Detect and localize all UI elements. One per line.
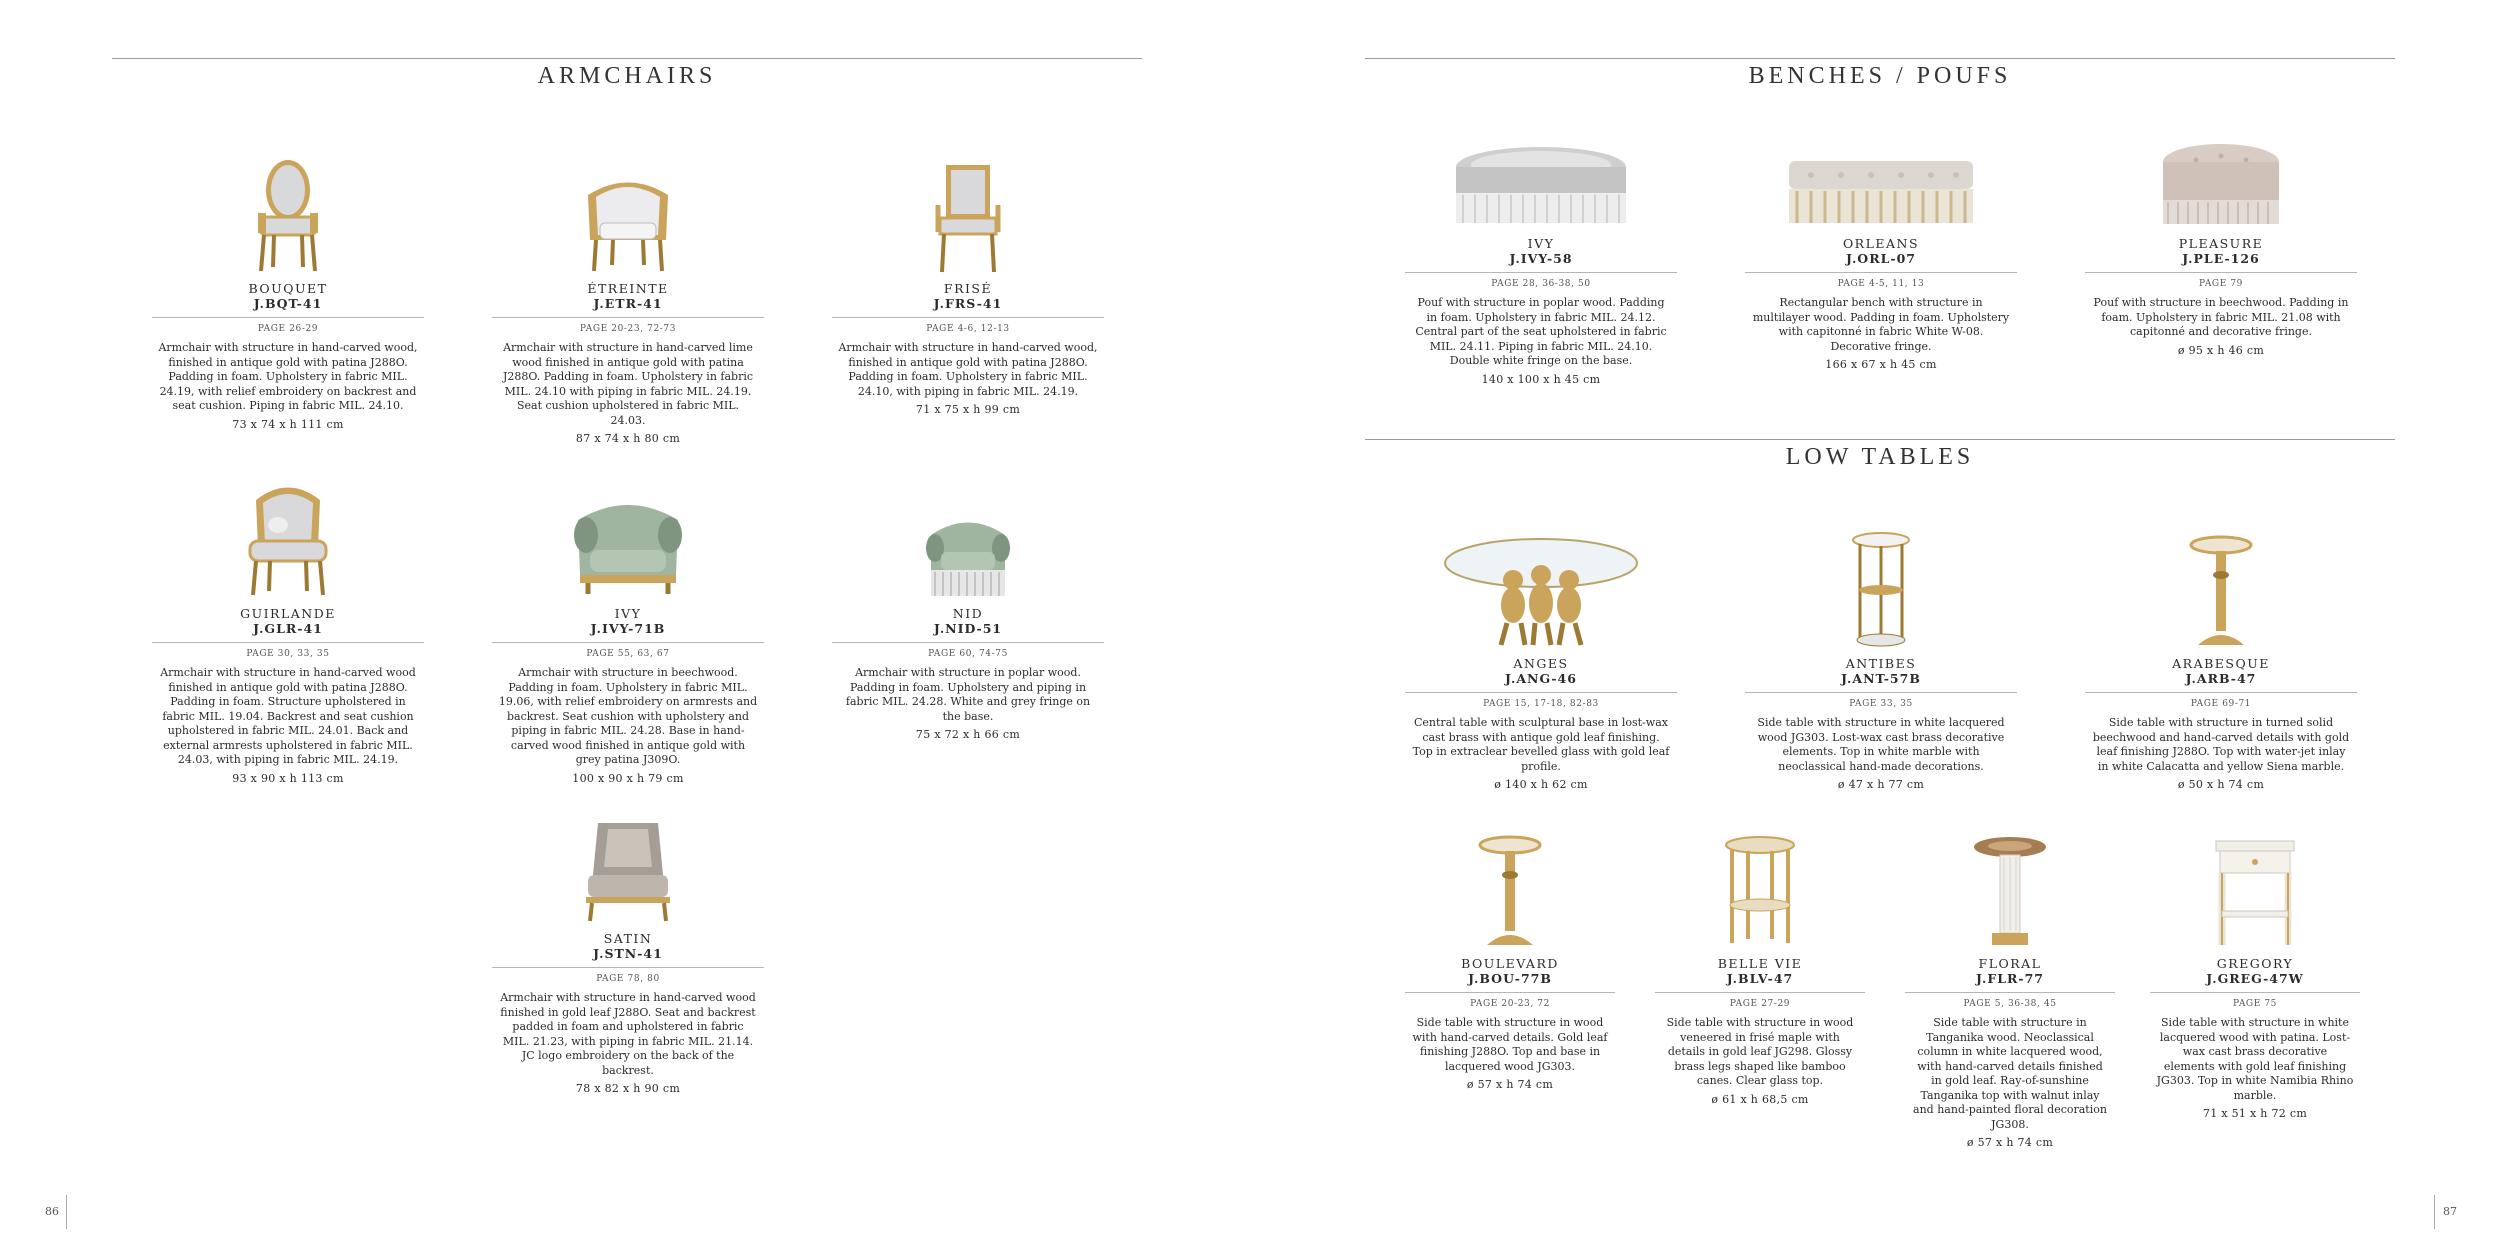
product-dimensions: ø 57 x h 74 cm: [1966, 1136, 2054, 1149]
product-dimensions: 140 x 100 x h 45 cm: [1481, 372, 1601, 386]
product-name: ORLEANS: [1842, 236, 1920, 251]
product-description: Side table with structure in wood with hand-carved details. Gold leaf finishing J288O. Top and base in lacquered wood JG303.: [1412, 1016, 1608, 1073]
product-card-j-ant-57b: [1745, 530, 2017, 791]
product-description: Pouf with structure in beechwood. Padding in foam. Upholstery in fabric MIL. 21.08 with capitonné and decorative fringe.: [2093, 296, 2349, 338]
benches-poufs-title: BENCHES / POUFS: [1748, 63, 2012, 89]
fringed-armchair-icon: [832, 470, 1104, 600]
product-dimensions: 75 x 72 x h 66 cm: [915, 728, 1021, 741]
product-dimensions: ø 47 x h 77 cm: [1837, 778, 1925, 791]
column-table-icon: [1905, 835, 2115, 950]
product-pages: PAGE 78, 80: [596, 974, 660, 984]
product-code: J.ARB-47: [2185, 671, 2257, 686]
low-tables-rule: [1365, 439, 2395, 440]
product-name: FRISÉ: [943, 281, 993, 296]
product-name: GUIRLANDE: [240, 606, 336, 621]
product-dimensions: 71 x 75 x h 99 cm: [915, 403, 1021, 416]
product-pages: PAGE 15, 17-18, 82-83: [1483, 699, 1599, 709]
product-pages: PAGE 5, 36-38, 45: [1963, 999, 2057, 1009]
carved-armchair-icon: [152, 470, 424, 600]
product-code: J.STN-41: [593, 946, 663, 961]
satin-armchair-icon: [492, 795, 764, 925]
product-dimensions: ø 95 x h 46 cm: [2177, 343, 2265, 357]
product-pages: PAGE 28, 36-38, 50: [1491, 279, 1591, 289]
product-divider: [2150, 992, 2360, 993]
product-code: J.FLR-77: [1976, 971, 2044, 986]
product-name: ANGES: [1513, 656, 1569, 671]
product-divider: [1745, 272, 2017, 273]
left-top-rule: [112, 58, 1142, 59]
product-description: Side table with structure in Tanganika wood. Neoclassical column in white lacquered wood, with hand-carved details finished in gold leaf. Ray-of-sunshine Tanganika top with walnut inlay and hand-painted floral decoration JG308.: [1913, 1016, 2107, 1131]
product-description: Central table with sculptural base in lost-wax cast brass with antique gold leaf finishing. Top in extraclear bevelled glass with gold leaf profile.: [1412, 716, 1670, 773]
product-divider: [492, 642, 764, 643]
drawer-table-icon: [2150, 835, 2360, 950]
product-code: J.ORL-07: [1846, 251, 1916, 266]
bamboo-table-icon: [1655, 835, 1865, 950]
square-back-armchair-icon: [832, 145, 1104, 275]
page-number-right-rule: [2434, 1195, 2435, 1229]
product-pages: PAGE 69-71: [2190, 699, 2252, 709]
page-number-right: 87: [2443, 1205, 2457, 1218]
product-dimensions: ø 50 x h 74 cm: [2177, 778, 2265, 791]
product-card-j-ple-126: [2085, 135, 2357, 357]
product-dimensions: ø 57 x h 74 cm: [1466, 1078, 1554, 1091]
product-name: IVY: [1527, 236, 1555, 251]
pedestal-table-icon: [1405, 835, 1615, 950]
pedestal-table-icon: [2085, 530, 2357, 650]
product-card-j-ang-46: [1405, 530, 1677, 791]
product-card-j-ivy-58: [1405, 135, 1677, 386]
product-description: Armchair with structure in beechwood. Padding in foam. Upholstery in fabric MIL. 19.06, with relief embroidery on armrests and backrest. Seat cushion with upholstery and piping in fabric MIL. 24.28. Base in hand-carved wood finished in antique gold with grey patina J309O.: [498, 666, 758, 766]
product-card-j-ivy-71b: [492, 470, 764, 785]
oval-back-armchair-icon: [152, 145, 424, 275]
product-description: Side table with structure in white lacquered wood JG303. Lost-wax cast brass decorative elements. Top in white marble with neoclassical hand-made decorations.: [1757, 716, 2005, 773]
product-pages: PAGE 33, 35: [1849, 699, 1913, 709]
product-code: J.GREG-47W: [2206, 971, 2304, 986]
product-code: J.FRS-41: [933, 296, 1003, 311]
product-divider: [2085, 692, 2357, 693]
product-code: J.BLV-47: [1726, 971, 1794, 986]
product-divider: [1405, 992, 1615, 993]
tub-armchair-icon: [492, 145, 764, 275]
product-name: ANTIBES: [1845, 656, 1917, 671]
product-description: Armchair with structure in hand-carved wood, finished in antique gold with patina J288O. Padding in foam. Upholstery in fabric MIL. 24.19, with relief embroidery on backrest and seat cushion. Piping in fabric MIL. 24.10.: [158, 341, 418, 412]
product-divider: [1655, 992, 1865, 993]
product-code: J.ETR-41: [593, 296, 663, 311]
product-card-j-orl-07: [1745, 135, 2017, 371]
bench-icon: [1745, 135, 2017, 230]
product-card-j-glr-41: [152, 470, 424, 785]
product-divider: [152, 642, 424, 643]
product-divider: [1405, 272, 1677, 273]
product-description: Armchair with structure in poplar wood. Padding in foam. Upholstery and piping in fabric MIL. 24.28. White and grey fringe on the base.: [845, 666, 1091, 723]
page-number-left: 86: [45, 1205, 59, 1218]
product-name: BELLE VIE: [1717, 956, 1803, 971]
product-description: Side table with structure in white lacquered wood with patina. Lost-wax cast brass decorative elements with gold leaf finishing JG303. Top in white Namibia Rhino marble.: [2156, 1016, 2354, 1102]
product-card-j-bou-77b: [1405, 835, 1615, 1091]
product-pages: PAGE 20-23, 72: [1470, 999, 1550, 1009]
product-pages: PAGE 60, 74-75: [928, 649, 1008, 659]
product-card-j-greg-47w: [2150, 835, 2360, 1120]
product-pages: PAGE 79: [2198, 279, 2243, 289]
product-divider: [152, 317, 424, 318]
product-code: J.NID-51: [933, 621, 1003, 636]
product-divider: [1405, 692, 1677, 693]
product-description: Rectangular bench with structure in multilayer wood. Padding in foam. Upholstery with capitonné in fabric White W-08. Decorative fringe.: [1752, 296, 2010, 353]
product-card-j-frs-41: [832, 145, 1104, 416]
product-dimensions: 100 x 90 x h 79 cm: [572, 771, 684, 785]
product-name: PLEASURE: [2178, 236, 2264, 251]
product-code: J.IVY-71B: [590, 621, 666, 636]
green-armchair-icon: [492, 470, 764, 600]
product-name: GREGORY: [2216, 956, 2294, 971]
product-pages: PAGE 27-29: [1729, 999, 1791, 1009]
product-description: Pouf with structure in poplar wood. Padding in foam. Upholstery in fabric MIL. 24.12. Central part of the seat upholstered in fabric MIL. 24.11. Piping in fabric MIL. 24.10. Double white fringe on the base.: [1415, 296, 1667, 367]
product-dimensions: 73 x 74 x h 111 cm: [232, 417, 344, 431]
product-pages: PAGE 20-23, 72-73: [579, 324, 677, 334]
product-divider: [1905, 992, 2115, 993]
low-tables-title: LOW TABLES: [1785, 444, 1975, 470]
product-code: J.ANG-46: [1505, 671, 1577, 686]
product-pages: PAGE 75: [2232, 999, 2277, 1009]
product-code: J.IVY-58: [1509, 251, 1573, 266]
pouf-icon: [1405, 135, 1677, 230]
product-description: Armchair with structure in hand-carved wood finished in antique gold with patina J288O. Padding in foam. Structure upholstered in fabric MIL. 19.04. Backrest and seat cushion upholstered in fabric MIL. 24.01. Back and external armrests upholstered in fabric MIL. 24.03, with piping in fabric MIL. 24.19.: [160, 666, 416, 766]
round-pouf-icon: [2085, 135, 2357, 230]
product-card-j-bqt-41: [152, 145, 424, 431]
product-divider: [2085, 272, 2357, 273]
product-dimensions: 78 x 82 x h 90 cm: [575, 1082, 681, 1095]
cherub-table-icon: [1405, 530, 1677, 650]
product-card-j-etr-41: [492, 145, 764, 445]
armchairs-title: ARMCHAIRS: [537, 63, 717, 89]
product-dimensions: 71 x 51 x h 72 cm: [2202, 1107, 2308, 1120]
product-pages: PAGE 30, 33, 35: [246, 649, 330, 659]
product-card-j-arb-47: [2085, 530, 2357, 791]
product-name: NID: [952, 606, 984, 621]
product-description: Armchair with structure in hand-carved wood finished in gold leaf J288O. Seat and backrest padded in foam and upholstered in fabric MIL. 21.23, with piping in fabric MIL. 21.14. JC logo embroidery on the back of the backrest.: [500, 991, 756, 1077]
product-description: Armchair with structure in hand-carved lime wood finished in antique gold with patina J288O. Padding in foam. Upholstery in fabric MIL. 24.10 with piping in fabric MIL. 24.19. Seat cushion upholstered in fabric MIL. 24.03.: [502, 341, 754, 427]
product-name: ARABESQUE: [2172, 656, 2270, 671]
product-pages: PAGE 4-6, 12-13: [926, 324, 1010, 334]
product-dimensions: 87 x 74 x h 80 cm: [575, 432, 681, 445]
product-name: IVY: [614, 606, 642, 621]
product-description: Armchair with structure in hand-carved wood, finished in antique gold with patina J288O. Padding in foam. Upholstery in fabric MIL. 24.10, with piping in fabric MIL. 24.19.: [838, 341, 1098, 398]
product-description: Side table with structure in wood veneered in frisé maple with details in gold leaf JG298. Glossy brass legs shaped like bamboo canes. Clear glass top.: [1666, 1016, 1854, 1087]
product-divider: [492, 317, 764, 318]
side-table-icon: [1745, 530, 2017, 650]
product-dimensions: 93 x 90 x h 113 cm: [232, 771, 344, 785]
product-name: SATIN: [603, 931, 653, 946]
product-name: BOULEVARD: [1461, 956, 1559, 971]
product-code: J.BOU-77B: [1468, 971, 1552, 986]
product-dimensions: 166 x 67 x h 45 cm: [1825, 358, 1937, 371]
product-dimensions: ø 61 x h 68,5 cm: [1711, 1092, 1809, 1106]
product-pages: PAGE 4-5, 11, 13: [1837, 279, 1925, 289]
product-code: J.PLE-126: [2182, 251, 2260, 266]
product-pages: PAGE 26-29: [257, 324, 319, 334]
product-divider: [832, 642, 1104, 643]
product-code: J.ANT-57B: [1841, 671, 1921, 686]
product-dimensions: ø 140 x h 62 cm: [1494, 778, 1588, 791]
product-code: J.GLR-41: [253, 621, 323, 636]
product-divider: [1745, 692, 2017, 693]
product-pages: PAGE 55, 63, 67: [586, 649, 670, 659]
product-name: ÉTREINTE: [587, 281, 669, 296]
product-name: FLORAL: [1978, 956, 2042, 971]
product-card-j-blv-47: [1655, 835, 1865, 1106]
right-top-rule: [1365, 58, 2395, 59]
page-number-left-rule: [66, 1195, 67, 1229]
product-code: J.BQT-41: [253, 296, 323, 311]
product-description: Side table with structure in turned solid beechwood and hand-carved details with gold leaf finishing J288O. Top with water-jet inlay in white Calacatta and yellow Siena marble.: [2092, 716, 2350, 773]
product-divider: [492, 967, 764, 968]
product-name: BOUQUET: [248, 281, 328, 296]
product-card-j-nid-51: [832, 470, 1104, 741]
product-card-j-stn-41: [492, 795, 764, 1095]
product-card-j-flr-77: [1905, 835, 2115, 1149]
product-divider: [832, 317, 1104, 318]
